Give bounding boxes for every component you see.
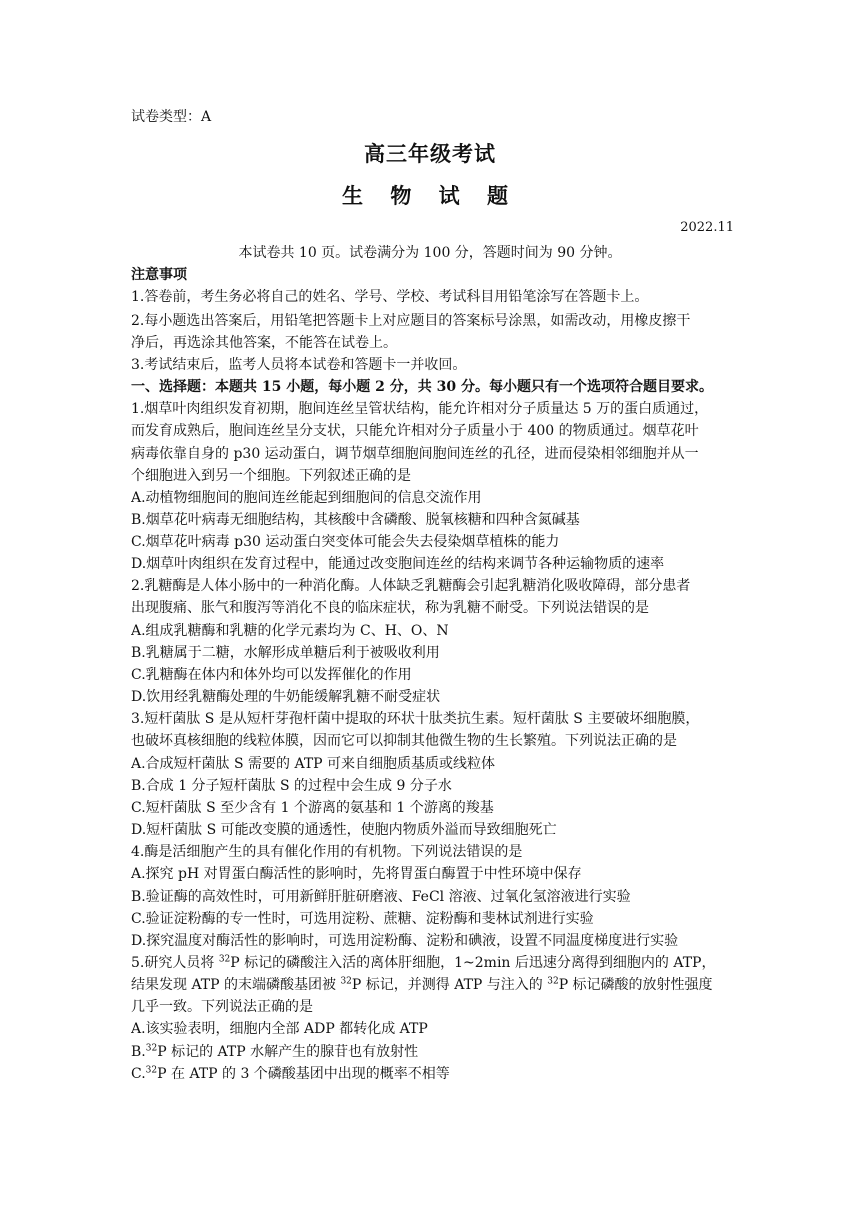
exam-title: 高三年级考试 (364, 141, 496, 166)
exam-subject: 生 物 试 题 (342, 183, 518, 208)
question-stem-line: 4.酶是活细胞产生的具有催化作用的有机物。下列说法错误的是 (131, 844, 523, 860)
notice-item: 1.答卷前，考生务必将自己的姓名、学号、学校、考试科目用铅笔涂写在答题卡上。 (131, 289, 649, 305)
question-stem-line (131, 952, 735, 974)
question-option: B.合成 1 分子短杆菌肽 S 的过程中会生成 9 分子水 (131, 778, 452, 794)
question-stem-line: 1.烟草叶肉组织发育初期，胞间连丝呈管状结构，能允许相对分子质量达 5 万的蛋白质通过， (131, 401, 709, 417)
question-option: B.验证酶的高效性时，可用新鲜肝脏研磨液、FeCl 溶液、过氧化氢溶液进行实验 (131, 889, 631, 905)
question-option: D.烟草叶肉组织在发育过程中，能通过改变胞间连丝的结构来调节各种运输物质的速率 (131, 556, 665, 572)
question-option (131, 1063, 735, 1085)
question-option: A.该实验表明，细胞内全部 ADP 都转化成 ATP (131, 1021, 428, 1037)
question-option: A.探究 pH 对胃蛋白酶活性的影响时，先将胃蛋白酶置于中性环境中保存 (131, 866, 582, 882)
question-option: D.探究温度对酶活性的影响时，可选用淀粉酶、淀粉和碘液，设置不同温度梯度进行实验 (131, 933, 679, 949)
question-option: D.短杆菌肽 S 可能改变膜的通透性，使胞内物质外溢而导致细胞死亡 (131, 822, 557, 838)
question-stem-line: 也破坏真核细胞的线粒体膜，因而它可以抑制其他微生物的生长繁殖。下列说法正确的是 (131, 733, 677, 749)
question-stem-line: 病毒依靠自身的 p30 运动蛋白，调节烟草细胞间胞间连丝的孔径，进而侵染相邻细胞并从一 (131, 446, 699, 462)
isotope-superscript: 32 (145, 1043, 158, 1054)
question-option: B.乳糖属于二糖，水解形成单糖后利于被吸收利用 (131, 645, 440, 661)
question-stem-line: 2.乳糖酶是人体小肠中的一种消化酶。人体缺乏乳糖酶会引起乳糖消化吸收障碍，部分患者 (131, 578, 691, 594)
isotope-superscript: 32 (218, 954, 231, 965)
text-segment: B. (131, 1044, 146, 1060)
question-option: C.短杆菌肽 S 至少含有 1 个游离的氨基和 1 个游离的羧基 (131, 800, 494, 816)
question-stem-line: 几乎一致。下列说法正确的是 (131, 999, 313, 1015)
text-segment: P 在 ATP 的 3 个磷酸基团中出现的概率不相等 (157, 1066, 450, 1082)
question-option: A.合成短杆菌肽 S 需要的 ATP 可来自细胞质基质或线粒体 (131, 756, 496, 772)
question-stem-line: 3.短杆菌肽 S 是从短杆芽孢杆菌中提取的环状十肽类抗生素。短杆菌肽 S 主要破坏细胞膜， (131, 711, 700, 727)
question-stem-line: 个细胞进入到另一个细胞。下列叙述正确的是 (131, 468, 411, 484)
question-option (131, 1041, 735, 1063)
isotope-superscript: 32 (547, 976, 559, 987)
text-segment: P 标记磷酸的放射性强度 (558, 977, 713, 993)
isotope-superscript: 32 (340, 976, 352, 987)
question-option: C.烟草花叶病毒 p30 运动蛋白突变体可能会失去侵染烟草植株的能力 (131, 534, 560, 550)
text-segment: P 标记的磷酸注入活的离体肝细胞，1~2min 后迅速分离得到细胞内的 ATP， (230, 955, 716, 971)
question-stem-line (131, 974, 735, 996)
question-option: C.验证淀粉酶的专一性时，可选用淀粉、蔗糖、淀粉酶和斐林试剂进行实验 (131, 911, 594, 927)
question-stem-line: 而发育成熟后，胞间连丝呈分支状，只能允许相对分子质量小于 400 的物质通过。烟草花叶 (131, 423, 699, 439)
text-segment: P 标记，并测得 ATP 与注入的 (351, 977, 548, 993)
text-segment: C. (131, 1066, 146, 1082)
exam-meta-info: 本试卷共 10 页。试卷满分为 100 分，答题时间为 90 分钟。 (238, 245, 622, 261)
question-option: D.饮用经乳糖酶处理的牛奶能缓解乳糖不耐受症状 (131, 689, 441, 705)
exam-date: 2022.11 (680, 220, 734, 235)
question-stem-line: 出现腹痛、胀气和腹泻等消化不良的临床症状，称为乳糖不耐受。下列说法错误的是 (131, 600, 649, 616)
text-segment: 结果发现 ATP 的末端磷酸基团被 (131, 977, 341, 993)
text-segment: 5.研究人员将 (131, 955, 219, 971)
text-segment: P 标记的 ATP 水解产生的腺苷也有放射性 (157, 1044, 419, 1060)
question-option: C.乳糖酶在体内和体外均可以发挥催化的作用 (131, 667, 412, 683)
question-option: B.烟草花叶病毒无细胞结构，其核酸中含磷酸、脱氧核糖和四种含氮碱基 (131, 512, 580, 528)
section-heading: 一、选择题：本题共 15 小题，每小题 2 分，共 30 分。每小题只有一个选项符合题目要求。 (131, 379, 713, 395)
notice-item: 净后，再选涂其他答案，不能答在试卷上。 (131, 335, 397, 351)
notice-heading: 注意事项 (131, 267, 187, 283)
question-option: A.动植物细胞间的胞间连丝能起到细胞间的信息交流作用 (131, 490, 482, 506)
isotope-superscript: 32 (145, 1065, 158, 1076)
exam-type-label: 试卷类型：A (131, 109, 212, 125)
notice-item: 2.每小题选出答案后，用铅笔把答题卡上对应题目的答案标号涂黑，如需改动，用橡皮擦干 (131, 313, 691, 329)
notice-item: 3.考试结束后，监考人员将本试卷和答题卡一并收回。 (131, 357, 467, 373)
question-option: A.组成乳糖酶和乳糖的化学元素均为 C、H、O、N (131, 623, 449, 639)
